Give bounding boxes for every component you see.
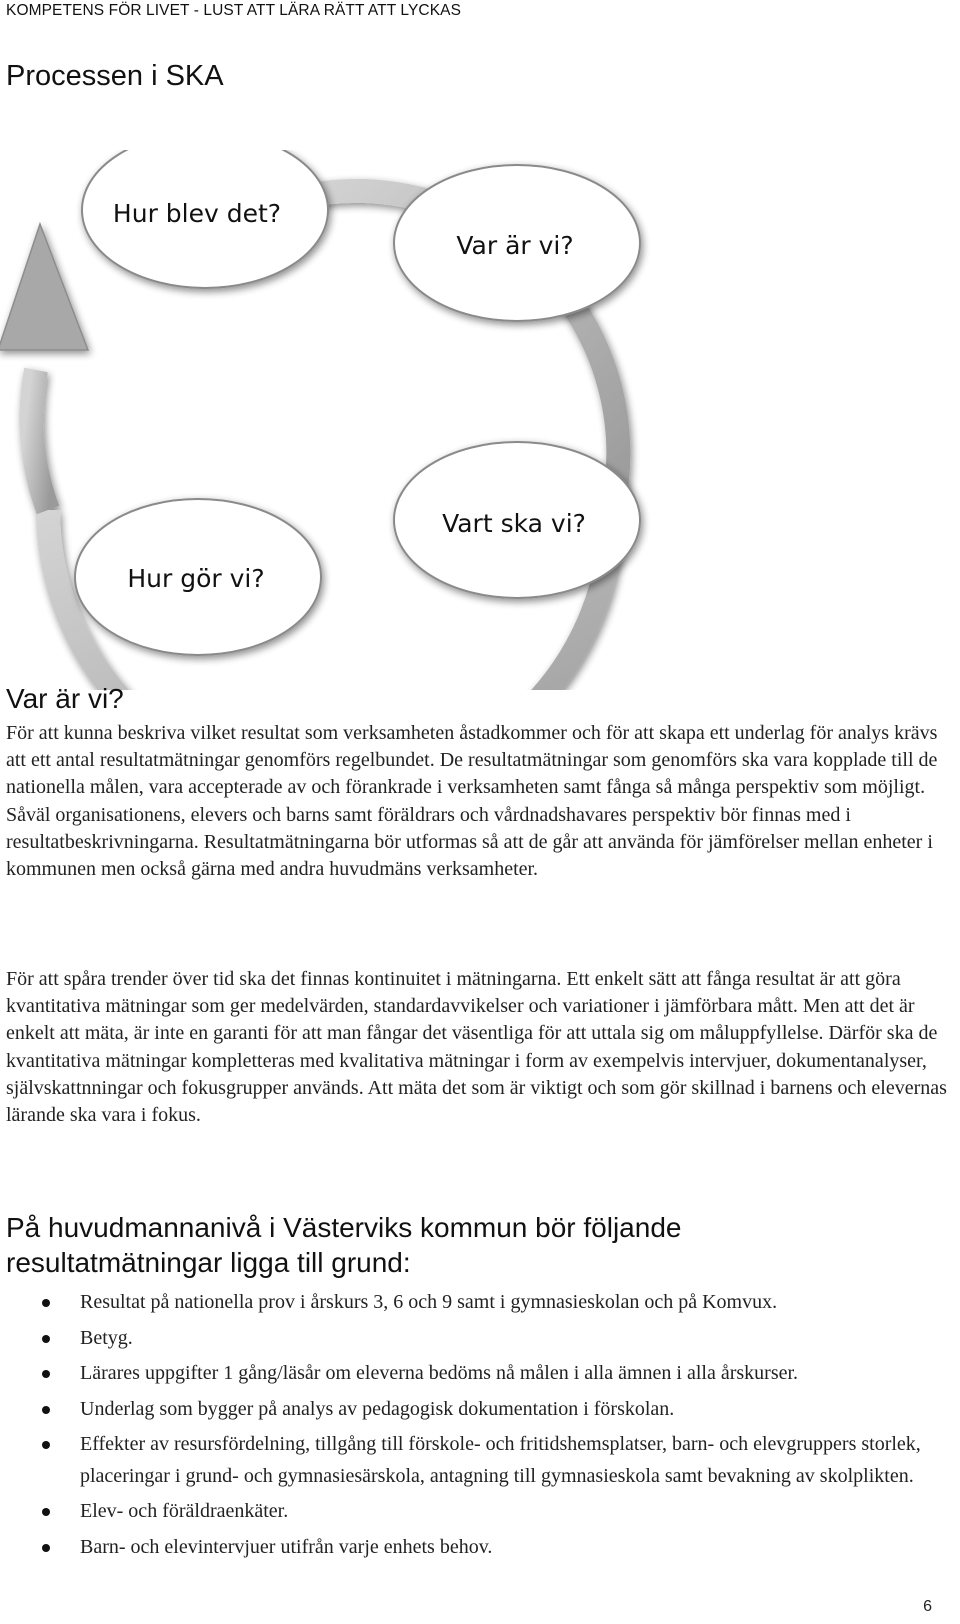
list-item: Betyg. (0, 1323, 960, 1355)
section-heading-resultatmatningar (6, 1210, 681, 1280)
list-item: Lärares uppgifter 1 gång/läsår om eleverna bedöms nå målen i alla ämnen i alla årskurser. (0, 1358, 960, 1390)
node-hur-gor-vi (75, 499, 321, 655)
node-label: Hur blev det? (112, 199, 282, 228)
process-cycle-diagram (0, 150, 700, 690)
list-item: Barn- och elevintervjuer utifrån varje enhets behov. (0, 1532, 960, 1564)
body-paragraph-2: För att spåra trender över tid ska det finnas kontinuitet i mätningarna. Ett enkelt sätt att fånga resultat är att göra kvantitativa mätningar som ger medelvärden, standardavvikelser och variationer i jämförbara mått. Men att det är enkelt att mäta, är inte en garanti för att man fångar det väsentliga för att uttala sig om måluppfyllelse. Därför ska de kvantitativa mätningar kompletteras med kvalitativa mätningar i form av exempelvis intervjuer, dokumentanalyser, självskattnningar och fokusgrupper används. Att mäta det som är viktigt och som gör skillnad i barnens och elevernas lärande ska vara i fokus. (6, 968, 947, 1127)
heading-line-2: resultatmätningar ligga till grund: (6, 1247, 411, 1278)
node-hur-blev-det (82, 150, 328, 288)
list-item: Elev- och föräldraenkäter. (0, 1496, 960, 1528)
measurement-list (0, 1287, 960, 1567)
list-item: Resultat på nationella prov i årskurs 3, 6 och 9 samt i gymnasieskolan och på Komvux. (0, 1287, 960, 1319)
node-vart-ska-vi (394, 442, 640, 598)
running-header: KOMPETENS FÖR LIVET - LUST ATT LÄRA RÄTT ATT LYCKAS (6, 2, 462, 19)
body-paragraph-1: För att kunna beskriva vilket resultat som verksamheten åstadkommer och för att skapa ett underlag för analys krävs att ett antal resultatmätningar genomförs regelbundet. De resultatmätningar som genomförs ska vara kopplade till de nationella målen, vara accepterade av och förankrade i verksamheten samt fånga så många perspektiv som möjligt. Såväl organisationens, elevers och barns samt föräldrars och vårdnadshavares perspektiv bör finnas med i resultatbeskrivningarna. Resultatmätningarna bör utformas så att de går att använda för jämförelser mellan enheter i kommunen men också gärna med andra huvudmäns verksamheter. (6, 722, 938, 881)
node-label: Var är vi? (456, 231, 574, 260)
node-label: Vart ska vi? (442, 509, 586, 538)
section-heading-var-ar-vi: Var är vi? (6, 683, 124, 714)
node-var-ar-vi (394, 165, 640, 321)
list-item: Underlag som bygger på analys av pedagogisk dokumentation i förskolan. (0, 1394, 960, 1426)
list-item: Effekter av resursfördelning, tillgång till förskole- och fritidshemsplatser, barn- och elevgruppers storlek, placeringar i grund- och gymnasiesärskola, antagning till gymnasieskola samt bevakning av skolplikten. (0, 1429, 960, 1492)
page-number: 6 (923, 1598, 932, 1615)
node-label: Hur gör vi? (127, 564, 265, 593)
page-title: Processen i SKA (6, 60, 224, 92)
cycle-arrowhead-icon (0, 224, 88, 350)
heading-line-1: På huvudmannanivå i Västerviks kommun bör följande (6, 1212, 682, 1243)
